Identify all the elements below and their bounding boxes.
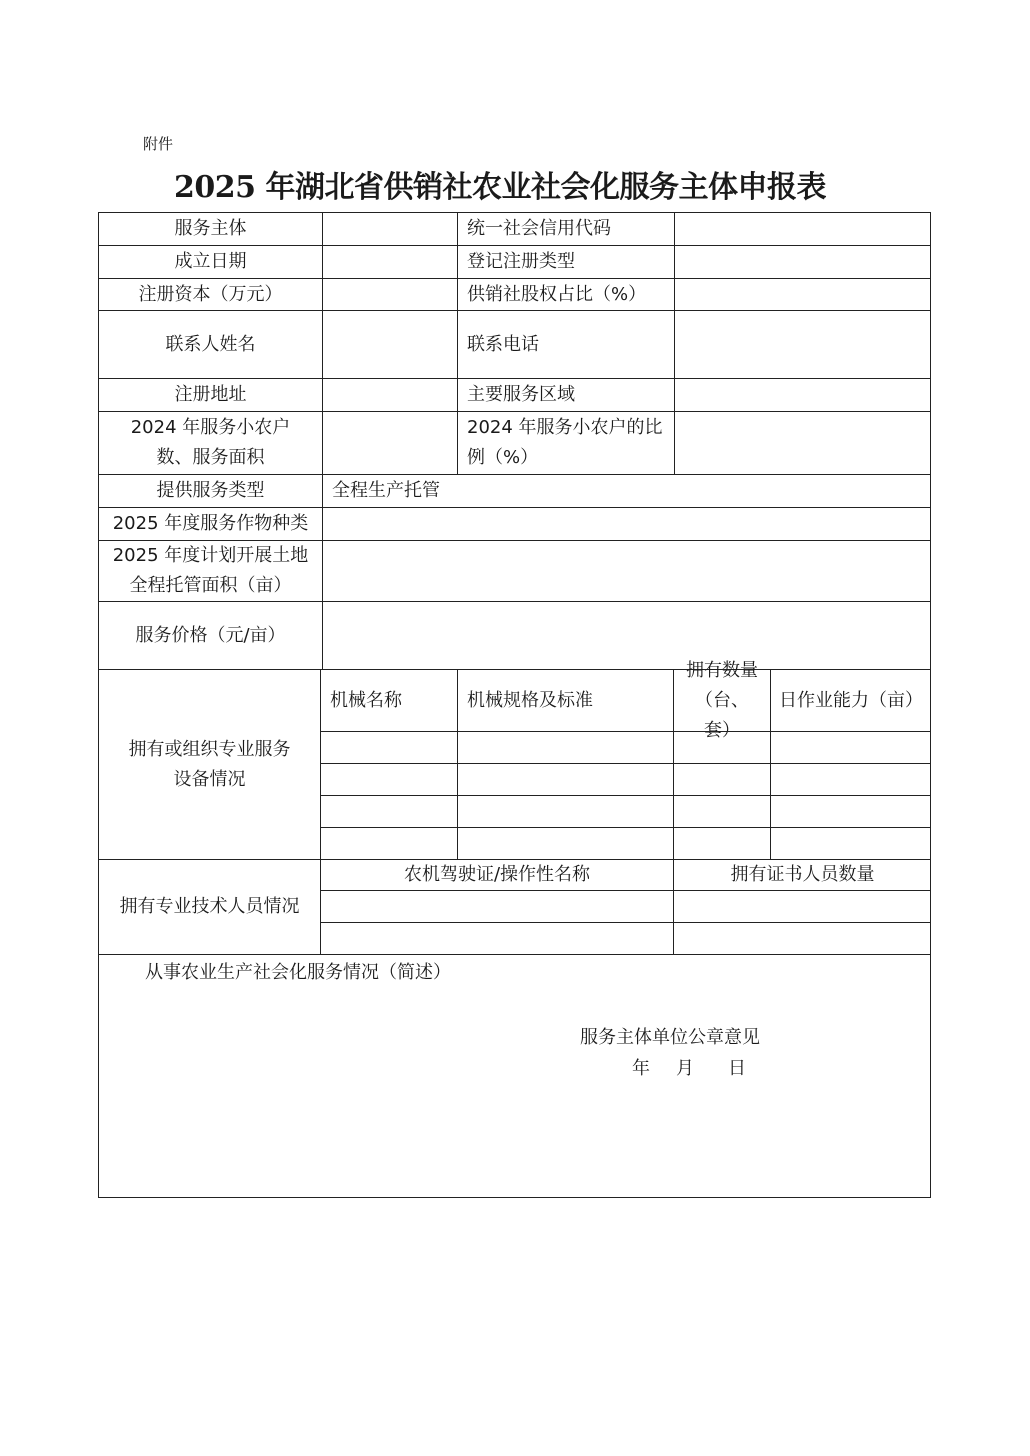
equipment-row-3-name[interactable] xyxy=(320,795,457,827)
personnel-row-1-license[interactable] xyxy=(320,890,673,922)
input-registration-type[interactable] xyxy=(674,245,931,278)
label-planned-area-2025: 2025 年度计划开展土地全程托管面积（亩） xyxy=(98,540,322,601)
attachment-label: 附件 xyxy=(143,135,174,153)
label-main-service-area: 主要服务区域 xyxy=(457,378,674,411)
equipment-row-2-capacity[interactable] xyxy=(770,763,931,795)
input-households-ratio-2024[interactable] xyxy=(674,411,931,474)
input-registered-capital[interactable] xyxy=(322,278,457,310)
input-coop-share-ratio[interactable] xyxy=(674,278,931,310)
equipment-row-1-quantity[interactable] xyxy=(673,731,770,763)
input-service-price[interactable] xyxy=(322,601,931,669)
equipment-row-3-capacity[interactable] xyxy=(770,795,931,827)
equipment-row-1-name[interactable] xyxy=(320,731,457,763)
equipment-row-2-name[interactable] xyxy=(320,763,457,795)
personnel-header-count: 拥有证书人员数量 xyxy=(673,859,931,890)
label-households-ratio-2024: 2024 年服务小农户的比例（%） xyxy=(457,411,674,474)
label-coop-share-ratio: 供销社股权占比（%） xyxy=(457,278,674,310)
label-registration-type: 登记注册类型 xyxy=(457,245,674,278)
equipment-row-4-quantity[interactable] xyxy=(673,827,770,859)
label-registered-capital: 注册资本（万元） xyxy=(98,278,322,310)
label-established-date: 成立日期 xyxy=(98,245,322,278)
date-year: 年 xyxy=(632,1058,650,1079)
input-planned-area-2025[interactable] xyxy=(322,540,931,601)
equipment-row-2-spec[interactable] xyxy=(457,763,673,795)
form-title: 2025 年湖北省供销社农业社会化服务主体申报表 xyxy=(174,170,826,205)
label-personnel-section: 拥有专业技术人员情况 xyxy=(98,859,320,954)
label-contact-phone: 联系电话 xyxy=(457,310,674,378)
label-service-price: 服务价格（元/亩） xyxy=(98,601,322,669)
equipment-row-4-name[interactable] xyxy=(320,827,457,859)
input-households-2024[interactable] xyxy=(322,411,457,474)
label-contact-name: 联系人姓名 xyxy=(98,310,322,378)
date-month: 月 xyxy=(676,1058,694,1079)
label-equipment-section: 拥有或组织专业服务设备情况 xyxy=(98,669,320,859)
label-households-2024: 2024 年服务小农户数、服务面积 xyxy=(98,411,322,474)
equipment-row-4-spec[interactable] xyxy=(457,827,673,859)
label-service-type: 提供服务类型 xyxy=(98,474,322,507)
input-service-entity[interactable] xyxy=(322,212,457,245)
input-credit-code[interactable] xyxy=(674,212,931,245)
label-crop-types-2025: 2025 年度服务作物种类 xyxy=(98,507,322,540)
equipment-row-1-spec[interactable] xyxy=(457,731,673,763)
equipment-row-2-quantity[interactable] xyxy=(673,763,770,795)
input-crop-types-2025[interactable] xyxy=(322,507,931,540)
equipment-header-name: 机械名称 xyxy=(320,669,457,731)
summary-area[interactable] xyxy=(98,954,931,1198)
equipment-header-quantity: 拥有数量（台、套） xyxy=(673,669,770,731)
input-established-date[interactable] xyxy=(322,245,457,278)
personnel-header-license: 农机驾驶证/操作性名称 xyxy=(320,859,673,890)
equipment-row-3-spec[interactable] xyxy=(457,795,673,827)
input-contact-name[interactable] xyxy=(322,310,457,378)
personnel-row-2-license[interactable] xyxy=(320,922,673,954)
label-credit-code: 统一社会信用代码 xyxy=(457,212,674,245)
input-registered-address[interactable] xyxy=(322,378,457,411)
input-contact-phone[interactable] xyxy=(674,310,931,378)
label-registered-address: 注册地址 xyxy=(98,378,322,411)
label-summary: 从事农业生产社会化服务情况（简述） xyxy=(145,962,451,983)
label-seal-opinion: 服务主体单位公章意见 xyxy=(580,1027,760,1048)
personnel-row-2-count[interactable] xyxy=(673,922,931,954)
input-main-service-area[interactable] xyxy=(674,378,931,411)
value-service-type[interactable]: 全程生产托管 xyxy=(322,474,931,507)
equipment-header-capacity: 日作业能力（亩） xyxy=(770,669,931,731)
equipment-row-1-capacity[interactable] xyxy=(770,731,931,763)
personnel-row-1-count[interactable] xyxy=(673,890,931,922)
equipment-header-spec: 机械规格及标准 xyxy=(457,669,673,731)
equipment-row-3-quantity[interactable] xyxy=(673,795,770,827)
label-service-entity: 服务主体 xyxy=(98,212,322,245)
date-day: 日 xyxy=(728,1058,746,1079)
equipment-row-4-capacity[interactable] xyxy=(770,827,931,859)
